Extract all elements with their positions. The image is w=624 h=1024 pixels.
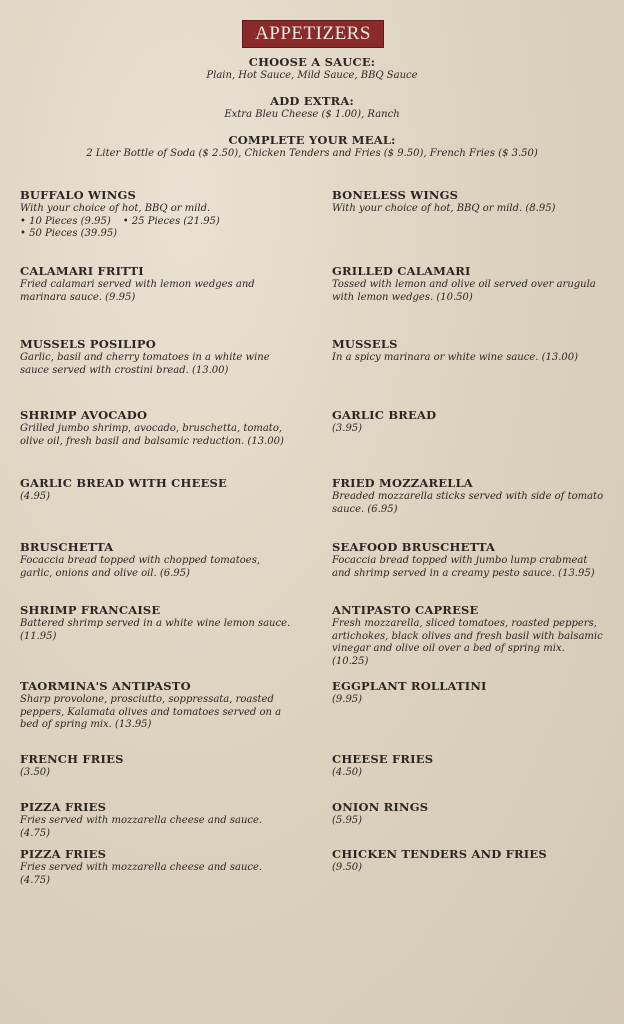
item-name: PIZZA FRIES <box>20 847 107 861</box>
item-desc: Garlic, basil and cherry tomatoes in a white wine sauce served with crostini bread. (13.00) <box>20 352 270 376</box>
item-name: ONION RINGS <box>332 800 429 814</box>
item-name: GARLIC BREAD <box>332 408 437 422</box>
item-desc: (4.50) <box>332 767 363 778</box>
option-text: 2 Liter Bottle of Soda ($ 2.50), Chicken Tenders and Fries ($ 9.50), French Fries ($ 3.50) <box>86 148 538 159</box>
item-desc: Focaccia bread topped with chopped tomatoes, garlic, onions and olive oil. (6.95) <box>20 555 261 579</box>
item-name: SHRIMP FRANCAISE <box>20 603 161 617</box>
menu-item <box>20 603 292 643</box>
menu-item <box>20 337 292 377</box>
item-desc: Fries served with mozzarella cheese and sauce. (4.75) <box>20 862 263 886</box>
item-name: MUSSELS <box>332 337 398 351</box>
menu-item <box>20 800 292 840</box>
item-desc: (5.95) <box>332 815 363 826</box>
item-name: CHICKEN TENDERS AND FRIES <box>332 847 547 861</box>
item-desc: With your choice of hot, BBQ or mild. <box>20 203 211 214</box>
option-title: COMPLETE YOUR MEAL: <box>228 133 396 147</box>
option-text: Plain, Hot Sauce, Mild Sauce, BBQ Sauce <box>206 70 418 81</box>
item-name: BRUSCHETTA <box>20 540 114 554</box>
item-price-options <box>20 216 292 229</box>
item-price-options <box>20 228 292 241</box>
menu-item <box>332 603 604 668</box>
section-heading: APPETIZERS <box>242 20 384 48</box>
sauce-option <box>0 55 624 81</box>
menu-item <box>20 476 292 504</box>
item-desc: Fries served with mozzarella cheese and sauce. (4.75) <box>20 815 263 839</box>
menu-item <box>332 847 604 875</box>
menu-item-buffalo-wings <box>20 188 292 241</box>
item-desc: (4.95) <box>20 491 51 502</box>
item-name: CHEESE FRIES <box>332 752 434 766</box>
item-desc: (3.95) <box>332 423 363 434</box>
menu-item <box>20 540 292 580</box>
price-option: • 10 Pieces (9.95) <box>20 215 111 227</box>
menu-item <box>20 847 292 887</box>
menu-item <box>20 752 292 780</box>
menu-item <box>332 337 604 365</box>
menu-item <box>332 188 604 216</box>
menu-item <box>332 679 604 707</box>
menu-item <box>332 408 604 436</box>
item-desc: Fresh mozzarella, sliced tomatoes, roasted peppers, artichokes, black olives and fresh basil with balsamic vinegar and olive oil over a bed of spring mix. (10.25) <box>332 618 603 667</box>
price-option: • 50 Pieces (39.95) <box>20 228 118 239</box>
item-name: SEAFOOD BRUSCHETTA <box>332 540 496 554</box>
item-desc: Focaccia bread topped with jumbo lump crabmeat and shrimp served in a creamy pesto sauce. (13.95) <box>332 555 595 579</box>
menu-item <box>332 752 604 780</box>
menu-item <box>20 408 292 448</box>
item-name: EGGPLANT ROLLATINI <box>332 679 487 693</box>
item-name: GRILLED CALAMARI <box>332 264 471 278</box>
item-desc: Sharp provolone, prosciutto, soppressata, roasted peppers, Kalamata olives and tomatoes served on a bed of spring mix. (13.95) <box>20 694 282 730</box>
item-desc: In a spicy marinara or white wine sauce. (13.00) <box>332 352 579 363</box>
item-name: FRIED MOZZARELLA <box>332 476 473 490</box>
item-desc: (9.95) <box>332 694 363 705</box>
item-name: FRENCH FRIES <box>20 752 124 766</box>
item-name: CALAMARI FRITTI <box>20 264 144 278</box>
extra-option <box>0 94 624 120</box>
item-desc: Tossed with lemon and olive oil served over arugula with lemon wedges. (10.50) <box>332 279 596 303</box>
meal-option <box>0 133 624 159</box>
item-desc: Breaded mozzarella sticks served with side of tomato sauce. (6.95) <box>332 491 604 515</box>
item-name: BONELESS WINGS <box>332 188 459 202</box>
item-name: GARLIC BREAD WITH CHEESE <box>20 476 228 490</box>
menu-item <box>20 264 292 304</box>
item-desc: Grilled jumbo shrimp, avocado, bruschetta, tomato, olive oil, fresh basil and balsamic reduction. (13.00) <box>20 423 284 447</box>
item-name: MUSSELS POSILIPO <box>20 337 156 351</box>
item-name: PIZZA FRIES <box>20 800 107 814</box>
item-desc: (9.50) <box>332 862 363 873</box>
menu-item <box>332 540 604 580</box>
option-title: CHOOSE A SAUCE: <box>248 55 376 69</box>
menu-item <box>20 679 292 732</box>
option-text: Extra Bleu Cheese ($ 1.00), Ranch <box>224 109 400 120</box>
menu-item <box>332 800 604 828</box>
item-desc: With your choice of hot, BBQ or mild. (8.95) <box>332 203 556 214</box>
item-desc: (3.50) <box>20 767 51 778</box>
item-name: BUFFALO WINGS <box>20 188 136 202</box>
price-option: • 25 Pieces (21.95) <box>122 215 220 227</box>
menu-item <box>332 264 604 304</box>
item-desc: Fried calamari served with lemon wedges and marinara sauce. (9.95) <box>20 279 255 303</box>
option-title: ADD EXTRA: <box>270 94 354 108</box>
item-name: SHRIMP AVOCADO <box>20 408 148 422</box>
menu-item <box>332 476 604 516</box>
item-name: TAORMINA'S ANTIPASTO <box>20 679 191 693</box>
item-name: ANTIPASTO CAPRESE <box>332 603 479 617</box>
item-desc: Battered shrimp served in a white wine lemon sauce. (11.95) <box>20 618 291 642</box>
